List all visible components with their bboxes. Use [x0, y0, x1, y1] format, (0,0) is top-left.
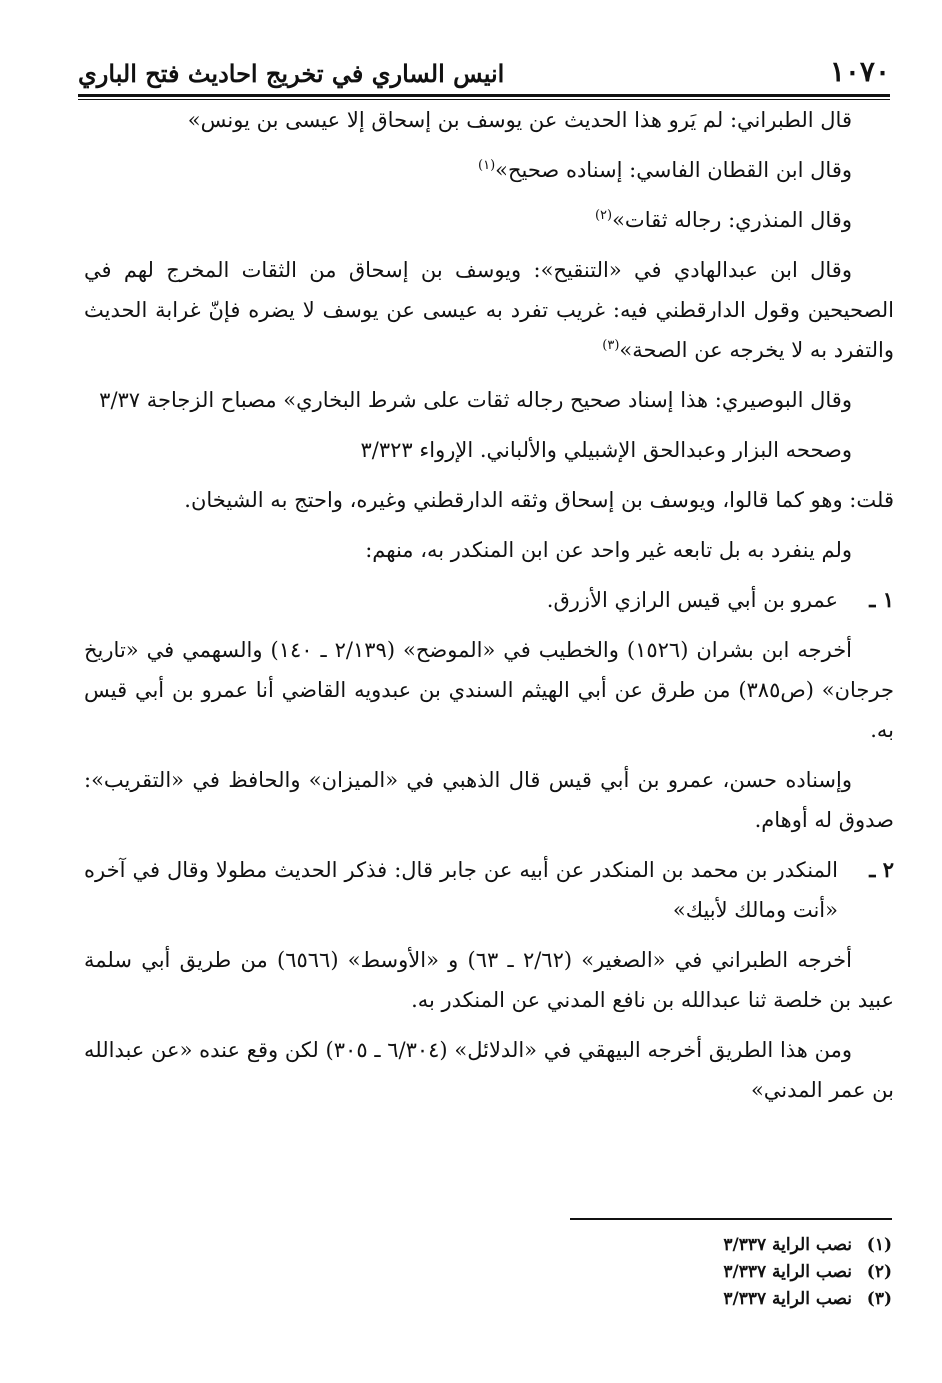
page-body — [84, 100, 894, 1120]
list-item-number: ١ ـ — [869, 587, 894, 612]
list-item-2 — [84, 850, 894, 930]
paragraph-ibn-abdulhadi: وقال ابن عبدالهادي في «التنقيح»: ويوسف بن إسحاق من الثقات المخرج لهم في الصحيحين وقول الدارقطني فيه: غريب تفرد به عيسى عن يوسف لا يضره فإنّ غرابة الحديث والتفرد به لا يخرجه عن الصحة»$^{(٣)}$ — [84, 258, 894, 362]
paragraph-ibn-qattan: وقال ابن القطان الفاسي: إسناده صحيح»$^{(١)}$ — [478, 158, 852, 182]
header-rule — [78, 94, 890, 97]
page-header — [78, 42, 890, 88]
paragraph-bayhaqi: ومن هذا الطريق أخرجه البيهقي في «الدلائل» (٦/٣٠٤ ـ ٣٠٥) لكن وقع عنده «عن عبدالله بن عمر المدني» — [84, 1038, 894, 1102]
footnote-number: (٣) — [866, 1289, 892, 1309]
footnote-1 — [84, 1232, 892, 1259]
footnote-ref-3[interactable]: (٣) — [602, 338, 620, 353]
footnote-text: نصب الراية ٣/٣٣٧ — [723, 1262, 852, 1282]
footnote-text: نصب الراية ٣/٣٣٧ — [723, 1235, 852, 1255]
list-item-text: المنكدر بن محمد بن المنكدر عن أبيه عن جابر قال: فذكر الحديث مطولا وقال في آخره «أنت ومالك لأبيك» — [84, 858, 838, 922]
footnote-text: نصب الراية ٣/٣٣٧ — [723, 1289, 852, 1309]
paragraph-tabarani-saghir: أخرجه الطبراني في «الصغير» (٢/٦٢ ـ ٦٣) و «الأوسط» (٦٥٦٦) من طريق أبي سلمة عبيد بن خلصة ثنا عبدالله بن نافع المدني عن المنكدر به. — [84, 948, 894, 1012]
paragraph-isnaduhu-hasan: وإسناده حسن، عمرو بن أبي قيس قال الذهبي في «الميزان» والحافظ في «التقريب»: صدوق له أوهام. — [84, 768, 894, 832]
paragraph-mundhiri: وقال المنذري: رجاله ثقات»$^{(٢)}$ — [594, 208, 852, 232]
list-item-text: عمرو بن أبي قيس الرازي الأزرق. — [546, 588, 838, 612]
footnote-number: (٢) — [866, 1262, 892, 1282]
footnote-number: (١) — [866, 1235, 892, 1255]
page-number: ١٠٧٠ — [829, 55, 890, 88]
list-item-1 — [84, 580, 894, 620]
paragraph-busiri: وقال البوصيري: هذا إسناد صحيح رجاله ثقات على شرط البخاري» مصباح الزجاجة ٣/٣٧ — [99, 388, 852, 412]
paragraph-tabarani: قال الطبراني: لم يَرو هذا الحديث عن يوسف بن إسحاق إلا عيسى بن يونس» — [187, 108, 852, 132]
running-title: انيس الساري في تخريج احاديث فتح الباري — [78, 59, 505, 88]
footnote-2 — [84, 1259, 892, 1286]
paragraph-qultu: قلت: وهو كما قالوا، ويوسف بن إسحاق وثقه الدارقطني وغيره، واحتج به الشيخان. — [184, 488, 894, 512]
footnotes — [84, 1232, 892, 1313]
footnote-ref-1[interactable]: (١) — [478, 158, 496, 173]
paragraph-lam-yanfarid: ولم ينفرد به بل تابعه غير واحد عن ابن المنكدر به، منهم: — [365, 538, 852, 562]
footnote-ref-2[interactable]: (٢) — [594, 208, 613, 223]
footnote-separator — [570, 1218, 892, 1220]
paragraph-bazzar: وصححه البزار وعبدالحق الإشبيلي والألباني. الإرواء ٣/٣٢٣ — [360, 438, 852, 462]
paragraph-ibn-bishran: أخرجه ابن بشران (١٥٢٦) والخطيب في «الموضح» (٢/١٣٩ ـ ١٤٠) والسهمي في «تاريخ جرجان» (ص٣٨٥) من طرق عن أبي الهيثم السندي بن عبدويه القاضي أنا عمرو بن أبي قيس به. — [84, 638, 894, 742]
footnote-3 — [84, 1286, 892, 1313]
list-item-number: ٢ ـ — [869, 857, 894, 882]
